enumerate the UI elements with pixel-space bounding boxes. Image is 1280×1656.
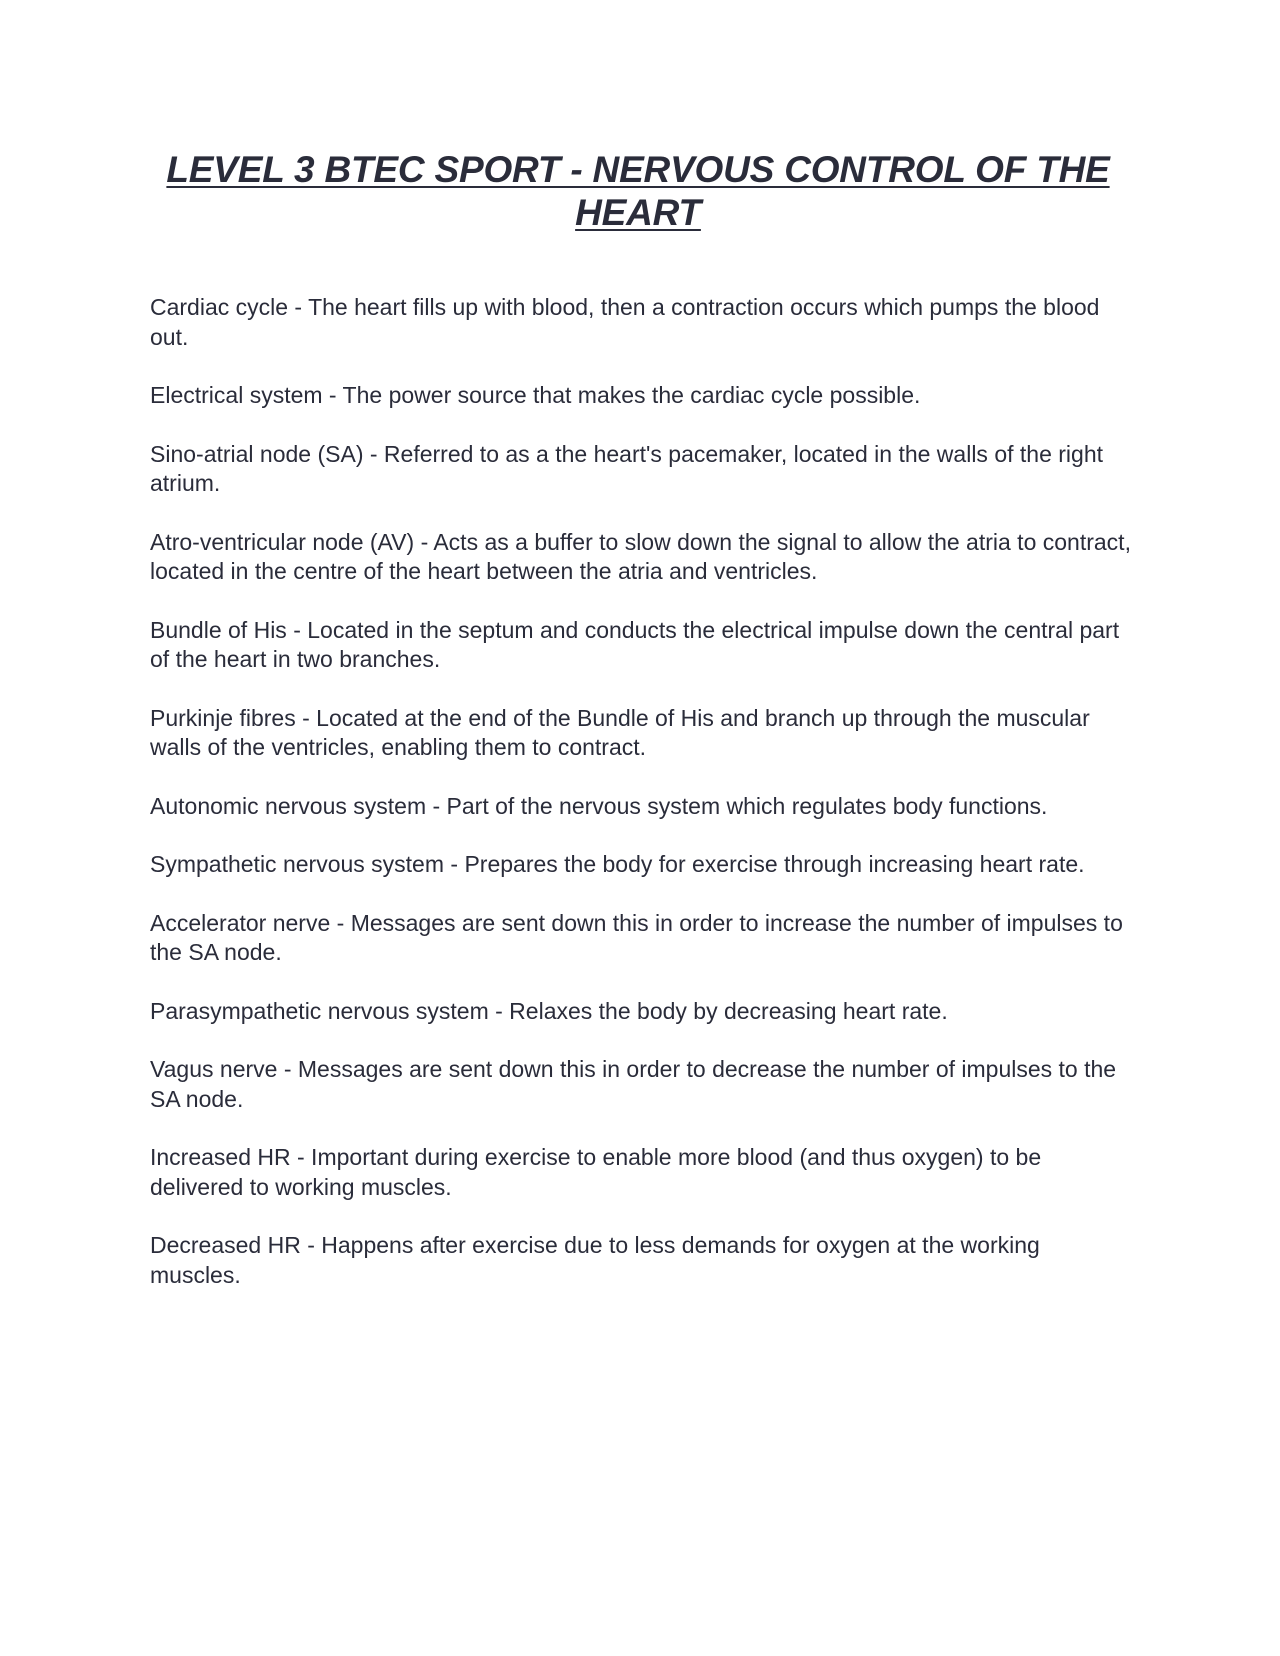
definition-electrical-system: Electrical system - The power source that makes the cardiac cycle possible. [150, 382, 921, 408]
definition-sino-atrial-node: Sino-atrial node (SA) - Referred to as a the heart's pacemaker, located in the walls of the right atrium. [150, 440, 1103, 496]
definition-autonomic-nervous-system: Autonomic nervous system - Part of the nervous system which regulates body functions. [150, 792, 1048, 819]
definition-parasympathetic-nervous-system: Parasympathetic nervous system - Relaxes the body by decreasing heart rate. [150, 997, 948, 1024]
definition-atrio-ventricular-node: Atro-ventricular node (AV) - Acts as a buffer to slow down the signal to allow the atria to contract, located in the centre of the heart between the atria and ventricles. [150, 528, 1131, 584]
definition-accelerator-nerve: Accelerator nerve - Messages are sent down this in order to increase the number of impulses to the SA node. [150, 909, 1123, 965]
definition-bundle-of-his: Bundle of His - Located in the septum and conducts the electrical impulse down the central part of the heart in two branches. [150, 616, 1120, 672]
definition-cardiac-cycle: Cardiac cycle - The heart fills up with blood, then a contraction occurs which pumps the blood out. [150, 294, 1100, 350]
definition-purkinje-fibres: Purkinje fibres - Located at the end of the Bundle of His and branch up through the muscular walls of the ventricles, enabling them to contract. [150, 704, 1090, 760]
definition-decreased-hr: Decreased HR - Happens after exercise due to less demands for oxygen at the working muscles. [150, 1232, 1040, 1288]
definition-vagus-nerve: Vagus nerve - Messages are sent down this in order to decrease the number of impulses to the SA node. [150, 1056, 1117, 1112]
definition-increased-hr: Increased HR - Important during exercise to enable more blood (and thus oxygen) to be delivered to working muscles. [150, 1144, 1042, 1200]
page-title: LEVEL 3 BTEC SPORT - NERVOUS CONTROL OF THE HEART [166, 149, 1110, 233]
definition-sympathetic-nervous-system: Sympathetic nervous system - Prepares the body for exercise through increasing heart rate. [150, 851, 1085, 877]
definitions-list [150, 293, 1135, 1319]
